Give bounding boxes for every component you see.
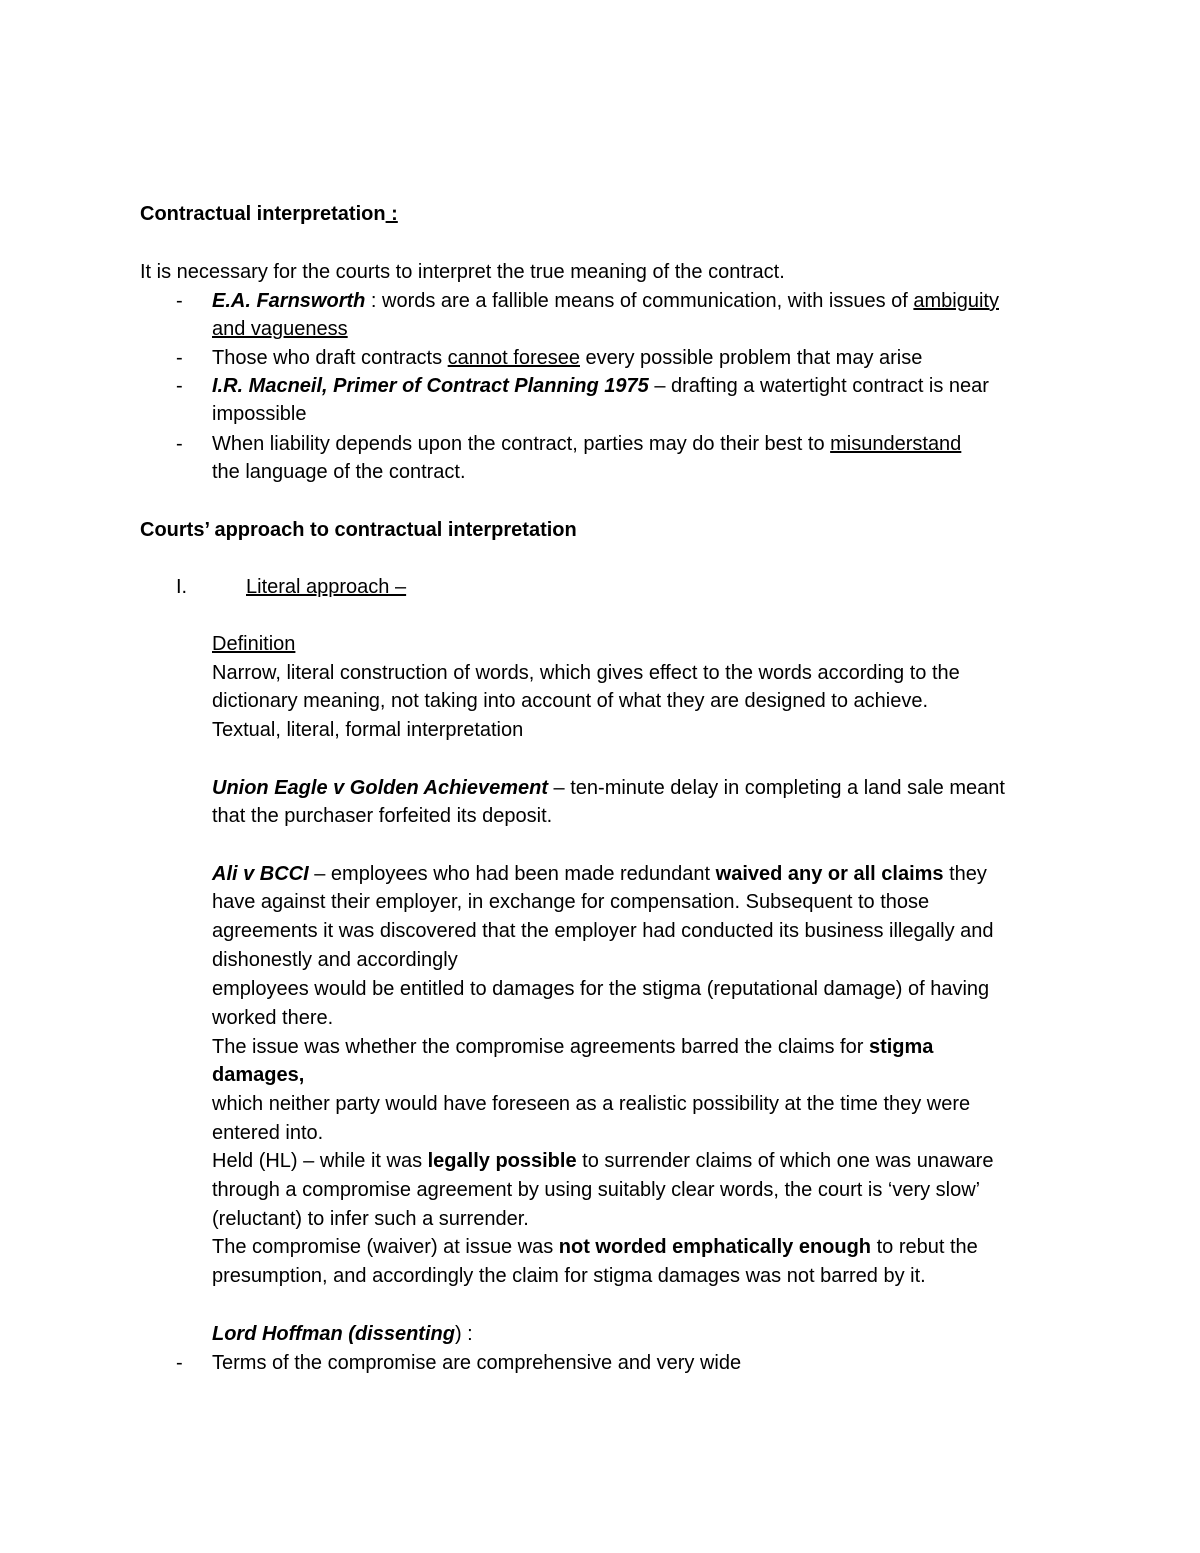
ali-bcci-case	[212, 860, 987, 888]
heading-courts-approach: Courts’ approach to contractual interpretation	[140, 519, 577, 541]
bullet-text: When liability depends upon the contract, parties may do their best to	[212, 433, 831, 455]
case-text: to rebut the	[871, 1236, 978, 1258]
definition-line: dictionary meaning, not taking into account of what they are designed to achieve.	[212, 690, 929, 712]
bullet-macneil	[212, 372, 989, 400]
case-text: – employees who had been made redundant	[308, 863, 716, 885]
farnsworth-text: : words are a fallible means of communication, with issues of	[365, 290, 914, 312]
heading-suffix: :	[385, 203, 398, 225]
bullet-dash: -	[176, 347, 183, 369]
bullet-dash: -	[176, 1352, 183, 1374]
bullet-text: every possible problem that may arise	[580, 347, 923, 369]
intro-paragraph: It is necessary for the courts to interpret the true meaning of the contract.	[140, 261, 785, 283]
farnsworth-name: E.A. Farnsworth	[212, 290, 366, 312]
case-text-line: have against their employer, in exchange for compensation. Subsequent to those	[212, 891, 930, 913]
bold-phrase: waived any or all claims	[715, 863, 944, 885]
case-text: they	[943, 863, 987, 885]
definition-line: Narrow, literal construction of words, which gives effect to the words according to the	[212, 662, 960, 684]
bullet-continuation: impossible	[212, 403, 307, 425]
misunderstand-underlined: misunderstand	[830, 433, 962, 455]
case-text-line: agreements it was discovered that the employer had conducted its business illegally and	[212, 920, 994, 942]
bullet-dash: -	[176, 375, 183, 397]
heading-text: Contractual interpretation	[140, 203, 386, 225]
section-numeral: I.	[176, 576, 188, 598]
bold-phrase: not worded emphatically enough	[558, 1236, 872, 1258]
case-text-line	[212, 1147, 993, 1175]
case-text-line: which neither party would have foreseen as a realistic possibility at the time they were	[212, 1093, 971, 1115]
bullet-draft-contracts	[212, 344, 922, 372]
cannot-foresee-underlined: cannot foresee	[447, 347, 580, 369]
case-text-line: dishonestly and accordingly	[212, 949, 458, 971]
case-text-line: (reluctant) to infer such a surrender.	[212, 1208, 529, 1230]
case-text-line: employees would be entitled to damages for the stigma (reputational damage) of having	[212, 978, 990, 1000]
heading-contractual-interpretation	[140, 200, 398, 228]
heading-suffix: ) :	[454, 1323, 473, 1345]
bullet-dash: -	[176, 433, 183, 455]
hoffman-bullet: Terms of the compromise are comprehensive and very wide	[212, 1352, 742, 1374]
case-text: The issue was whether the compromise agreements barred the claims for	[212, 1036, 869, 1058]
bullet-text: Those who draft contracts	[212, 347, 448, 369]
bullet-text: – drafting a watertight contract is near	[648, 375, 989, 397]
case-text: Held (HL) – while it was	[212, 1150, 428, 1172]
case-name: Union Eagle v Golden Achievement	[212, 777, 548, 799]
judge-name: Lord Hoffman (dissenting	[212, 1323, 455, 1345]
bullet-continuation: the language of the contract.	[212, 461, 466, 483]
case-text-line	[212, 1033, 933, 1061]
hoffman-dissent-heading	[212, 1320, 473, 1348]
case-text-line: through a compromise agreement by using suitably clear words, the court is ‘very slow’	[212, 1179, 981, 1201]
bold-phrase: legally possible	[427, 1150, 577, 1172]
case-text: The compromise (waiver) at issue was	[212, 1236, 559, 1258]
case-name: Ali v BCCI	[212, 863, 309, 885]
macneil-citation: I.R. Macneil, Primer of Contract Planning 1975	[212, 375, 649, 397]
definition-line: Textual, literal, formal interpretation	[212, 719, 524, 741]
case-text-line: entered into.	[212, 1122, 324, 1144]
definition-label: Definition	[212, 633, 296, 655]
bullet-dash: -	[176, 290, 183, 312]
case-text: to surrender claims of which one was unaware	[576, 1150, 994, 1172]
ambiguity-underlined: ambiguity	[913, 290, 999, 312]
case-text-line: presumption, and accordingly the claim for stigma damages was not barred by it.	[212, 1265, 926, 1287]
case-text: – ten-minute delay in completing a land sale meant	[548, 777, 1005, 799]
bold-phrase: damages,	[212, 1064, 305, 1086]
vagueness-underlined: and vagueness	[212, 318, 348, 340]
bullet-farnsworth	[212, 287, 999, 315]
case-text-line	[212, 1233, 978, 1261]
bullet-liability	[212, 430, 961, 458]
case-text-line: that the purchaser forfeited its deposit.	[212, 805, 553, 827]
union-eagle-case	[212, 774, 1005, 802]
case-text-line: worked there.	[212, 1007, 334, 1029]
bold-phrase: stigma	[868, 1036, 934, 1058]
section-title-literal-approach: Literal approach –	[246, 576, 407, 598]
